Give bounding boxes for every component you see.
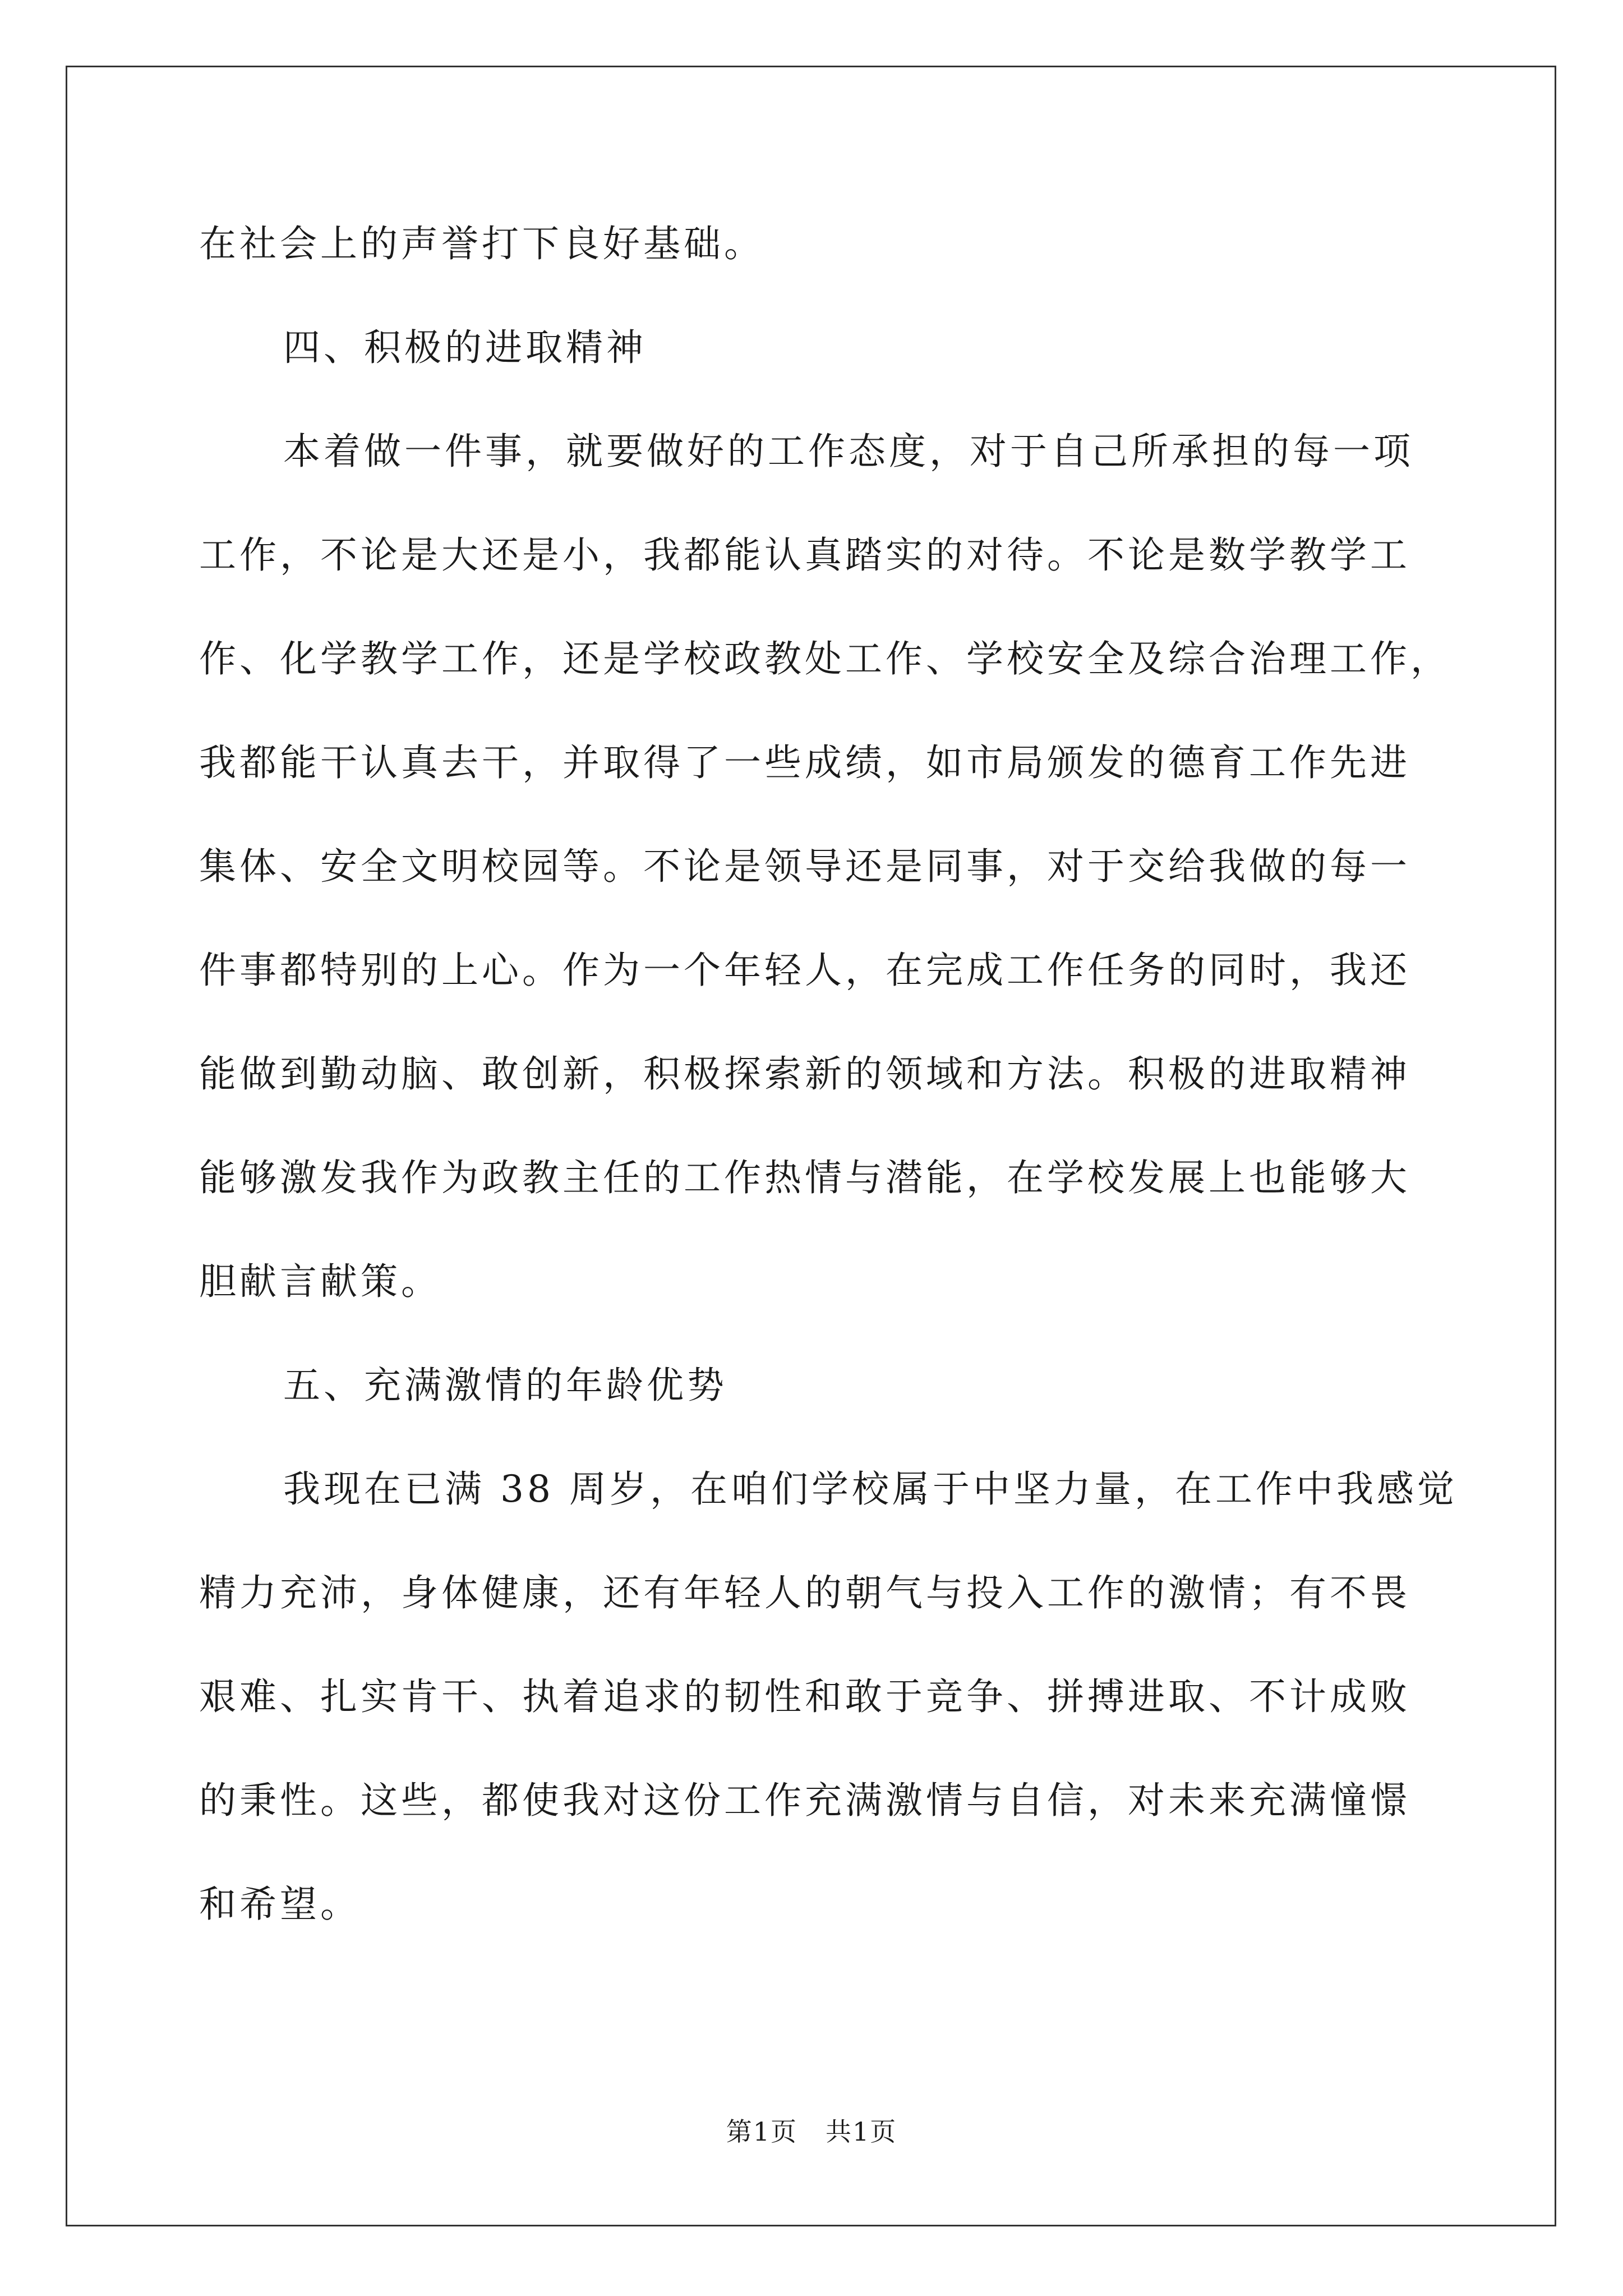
page-total: 共1页 [826,2116,897,2147]
text-line: 工作，不论是大还是小，我都能认真踏实的对待。不论是数学教学工 [199,533,1410,577]
text-line: 作、化学教学工作，还是学校政教处工作、学校安全及综合治理工作， [199,637,1451,680]
text-line: 和希望。 [199,1883,361,1926]
text-line: 我现在已满 38 周岁，在咱们学校属于中坚力量，在工作中我感觉 [283,1467,1458,1511]
text-line: 胆献言献策。 [199,1260,441,1303]
page-number: 第1页 [726,2116,797,2147]
text-line: 件事都特别的上心。作为一个年轻人，在完成工作任务的同时，我还 [199,949,1410,992]
text-line: 在社会上的声誉打下良好基础。 [199,222,764,265]
text-line: 我都能干认真去干，并取得了一些成绩，如市局颁发的德育工作先进 [199,741,1410,784]
text-line: 的秉性。这些，都使我对这份工作充满激情与自信，对未来充满憧憬 [199,1779,1410,1822]
page-footer [0,2115,1623,2148]
text-line: 集体、安全文明校园等。不论是领导还是同事，对于交给我做的每一 [199,845,1410,888]
text-line: 能做到勤动脑、敢创新，积极探索新的领域和方法。积极的进取精神 [199,1052,1410,1096]
text-line: 艰难、扎实肯干、执着追求的韧性和敢于竞争、拼搏进取、不计成败 [199,1675,1410,1718]
section-heading: 五、充满激情的年龄优势 [283,1364,727,1407]
text-line: 能够激发我作为政教主任的工作热情与潜能，在学校发展上也能够大 [199,1156,1410,1199]
text-line: 精力充沛，身体健康，还有年轻人的朝气与投入工作的激情；有不畏 [199,1571,1410,1614]
section-heading: 四、积极的进取精神 [283,326,647,369]
text-line: 本着做一件事，就要做好的工作态度，对于自己所承担的每一项 [283,430,1414,473]
